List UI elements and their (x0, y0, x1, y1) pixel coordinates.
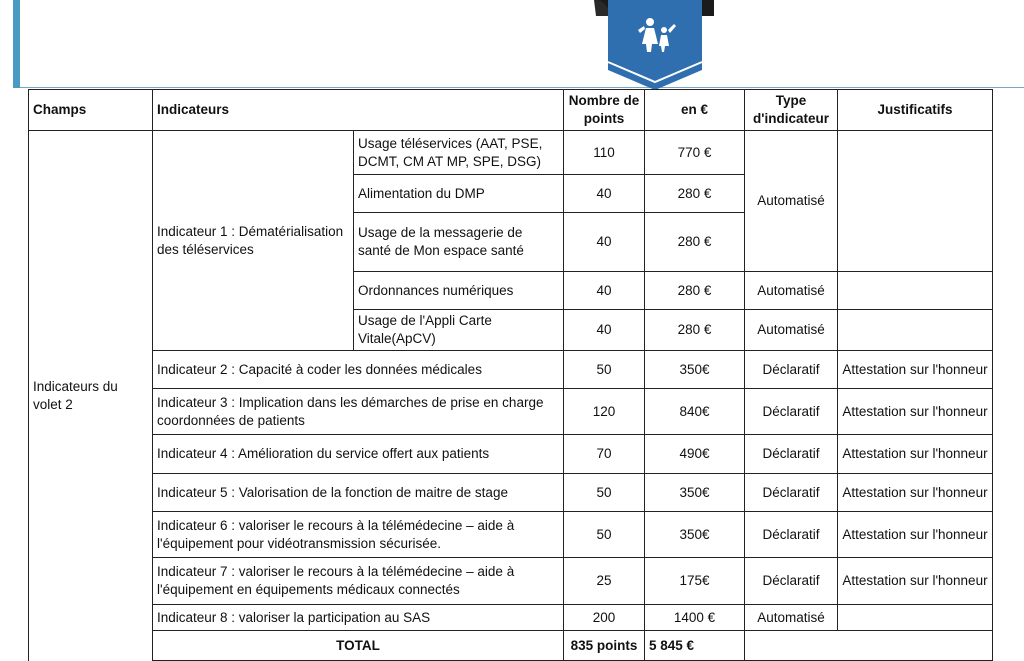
table-row (29, 605, 993, 631)
type-cell: Déclaratif (745, 435, 838, 474)
header-justificatifs: Justificatifs (838, 90, 993, 131)
header-indicateurs: Indicateurs (153, 90, 564, 131)
type-cell: Automatisé (745, 310, 838, 351)
indicateur-1-label: Indicateur 1 : Dématérialisation des téléservices (153, 131, 354, 351)
type-cell: Déclaratif (745, 389, 838, 435)
points-cell: 25 (564, 558, 645, 605)
euros-cell: 840€ (645, 389, 745, 435)
justif-cell (838, 131, 993, 272)
total-empty (745, 631, 993, 661)
euros-cell: 280 € (645, 213, 745, 272)
total-points: 835 points (564, 631, 645, 661)
indicator-label: Indicateur 5 : Valorisation de la fonction de maitre de stage (153, 474, 564, 512)
sub-indicator: Usage téléservices (AAT, PSE, DCMT, CM AT MP, SPE, DSG) (354, 131, 564, 175)
table-row (29, 131, 993, 175)
justif-cell: Attestation sur l'honneur (838, 389, 993, 435)
header-champs: Champs (29, 90, 153, 131)
points-cell: 40 (564, 272, 645, 310)
justif-cell (838, 272, 993, 310)
indicators-table (28, 89, 993, 661)
points-cell: 120 (564, 389, 645, 435)
table-row (29, 512, 993, 558)
euros-cell: 770 € (645, 131, 745, 175)
points-cell: 110 (564, 131, 645, 175)
table-row (29, 474, 993, 512)
type-cell: Déclaratif (745, 512, 838, 558)
type-cell: Déclaratif (745, 351, 838, 389)
euros-cell: 490€ (645, 435, 745, 474)
points-cell: 50 (564, 512, 645, 558)
type-cell: Automatisé (745, 272, 838, 310)
sub-indicator: Alimentation du DMP (354, 175, 564, 213)
total-row (29, 631, 993, 661)
euros-cell: 280 € (645, 310, 745, 351)
header-type: Type d'indicateur (745, 90, 838, 131)
justif-cell: Attestation sur l'honneur (838, 558, 993, 605)
indicator-label: Indicateur 8 : valoriser la participation au SAS (153, 605, 564, 631)
total-euros: 5 845 € (645, 631, 745, 661)
points-cell: 70 (564, 435, 645, 474)
indicator-label: Indicateur 6 : valoriser le recours à la télémédecine – aide à l'équipement pour vidéotransmission sécurisée. (153, 512, 564, 558)
indicator-label: Indicateur 7 : valoriser le recours à la télémédecine – aide à l'équipement en équipements médicaux connectés (153, 558, 564, 605)
euros-cell: 1400 € (645, 605, 745, 631)
euros-cell: 175€ (645, 558, 745, 605)
points-cell: 40 (564, 175, 645, 213)
type-cell: Déclaratif (745, 558, 838, 605)
justif-cell: Attestation sur l'honneur (838, 435, 993, 474)
points-cell: 200 (564, 605, 645, 631)
sub-indicator: Usage de l'Appli Carte Vitale(ApCV) (354, 310, 564, 351)
total-label: TOTAL (153, 631, 564, 661)
header-euros: en € (645, 90, 745, 131)
justif-cell (838, 605, 993, 631)
points-cell: 40 (564, 213, 645, 272)
type-cell: Automatisé (745, 605, 838, 631)
points-cell: 40 (564, 310, 645, 351)
euros-cell: 280 € (645, 175, 745, 213)
euros-cell: 350€ (645, 512, 745, 558)
justif-cell: Attestation sur l'honneur (838, 512, 993, 558)
euros-cell: 350€ (645, 351, 745, 389)
points-cell: 50 (564, 351, 645, 389)
indicator-label: Indicateur 4 : Amélioration du service offert aux patients (153, 435, 564, 474)
table-row (29, 351, 993, 389)
table-row (29, 435, 993, 474)
euros-cell: 350€ (645, 474, 745, 512)
justif-cell (838, 310, 993, 351)
indicator-label: Indicateur 2 : Capacité à coder les données médicales (153, 351, 564, 389)
logo-badge (594, 0, 716, 92)
euros-cell: 280 € (645, 272, 745, 310)
header-row (29, 90, 993, 131)
sub-indicator: Ordonnances numériques (354, 272, 564, 310)
justif-cell: Attestation sur l'honneur (838, 474, 993, 512)
indicator-label: Indicateur 3 : Implication dans les démarches de prise en charge coordonnées de patients (153, 389, 564, 435)
champ-label: Indicateurs du volet 2 (29, 131, 153, 661)
table-row (29, 389, 993, 435)
justif-cell: Attestation sur l'honneur (838, 351, 993, 389)
header-rule (20, 87, 1024, 88)
type-cell: Déclaratif (745, 474, 838, 512)
left-accent-bar (13, 0, 20, 88)
table-row (29, 558, 993, 605)
points-cell: 50 (564, 474, 645, 512)
header-points: Nombre de points (564, 90, 645, 131)
type-cell: Automatisé (745, 131, 838, 272)
sub-indicator: Usage de la messagerie de santé de Mon espace santé (354, 213, 564, 272)
